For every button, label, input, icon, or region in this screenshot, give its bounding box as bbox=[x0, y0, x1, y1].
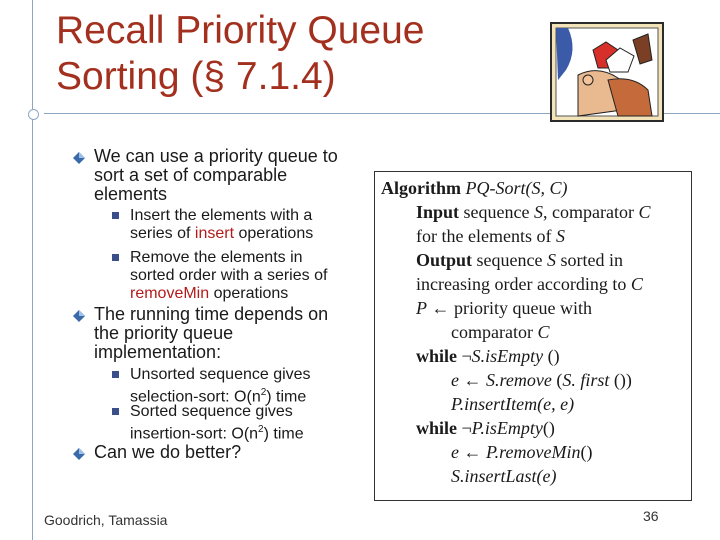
algo-pq-init: P ← priority queue with bbox=[416, 298, 592, 318]
algorithm-box bbox=[374, 171, 692, 501]
algo-while-2: while ¬P.isEmpty() bbox=[416, 418, 555, 438]
bullet-can-we-do-better: Can we do better? bbox=[94, 442, 242, 462]
page-number: 36 bbox=[643, 508, 659, 524]
algo-insert-item: P.insertItem(e, e) bbox=[451, 394, 575, 414]
algo-insert-last: S.insertLast(e) bbox=[451, 466, 557, 486]
square-bullet-icon bbox=[112, 371, 119, 378]
title-line-2: Sorting (§ 7.1.4) bbox=[56, 55, 336, 98]
algo-remove-min: e ← P.removeMin() bbox=[451, 442, 593, 462]
rule-circle-ornament bbox=[28, 109, 39, 120]
diamond-bullet-icon bbox=[73, 310, 85, 322]
diamond-bullet-icon bbox=[73, 448, 85, 460]
algo-input-cont: for the elements of S bbox=[416, 226, 565, 246]
footer-author: Goodrich, Tamassia bbox=[44, 512, 168, 528]
algo-output-cont: increasing order according to C bbox=[416, 274, 643, 294]
title-line-1: Recall Priority Queue bbox=[56, 9, 425, 52]
decorative-vertical-rule bbox=[32, 0, 33, 540]
algo-header: Algorithm PQ-Sort(S, C) bbox=[381, 178, 568, 198]
bullet-running-time: The running time depends on the priority queue implementation: bbox=[94, 304, 329, 362]
subbullet-sorted: Sorted sequence gives insertion-sort: $O(n^2)$ time bbox=[130, 403, 304, 443]
bullet-priority-queue-sort: We can use a priority queue to sort a set of comparable elements bbox=[94, 146, 338, 204]
subbullet-insert: Insert the elements with a series of insert operations bbox=[130, 207, 314, 242]
algo-input: Input sequence S, comparator C bbox=[416, 202, 651, 222]
subbullet-unsorted: Unsorted sequence gives selection-sort: $O(n^2)$ time bbox=[130, 366, 311, 406]
slide-title bbox=[56, 8, 496, 100]
algo-output: Output sequence S sorted in bbox=[416, 250, 623, 270]
card-players-clipart bbox=[548, 20, 666, 124]
algo-remove: e ← S.remove (S. first ()) bbox=[451, 370, 632, 390]
algo-while-1: while ¬S.isEmpty () bbox=[416, 346, 560, 366]
diamond-bullet-icon bbox=[73, 152, 85, 164]
subbullet-remove: Remove the elements in sorted order with a series of removeMin operations bbox=[130, 249, 328, 302]
square-bullet-icon bbox=[112, 212, 119, 219]
square-bullet-icon bbox=[112, 254, 119, 261]
square-bullet-icon bbox=[112, 408, 119, 415]
algo-pq-init-cont: comparator C bbox=[451, 322, 550, 342]
